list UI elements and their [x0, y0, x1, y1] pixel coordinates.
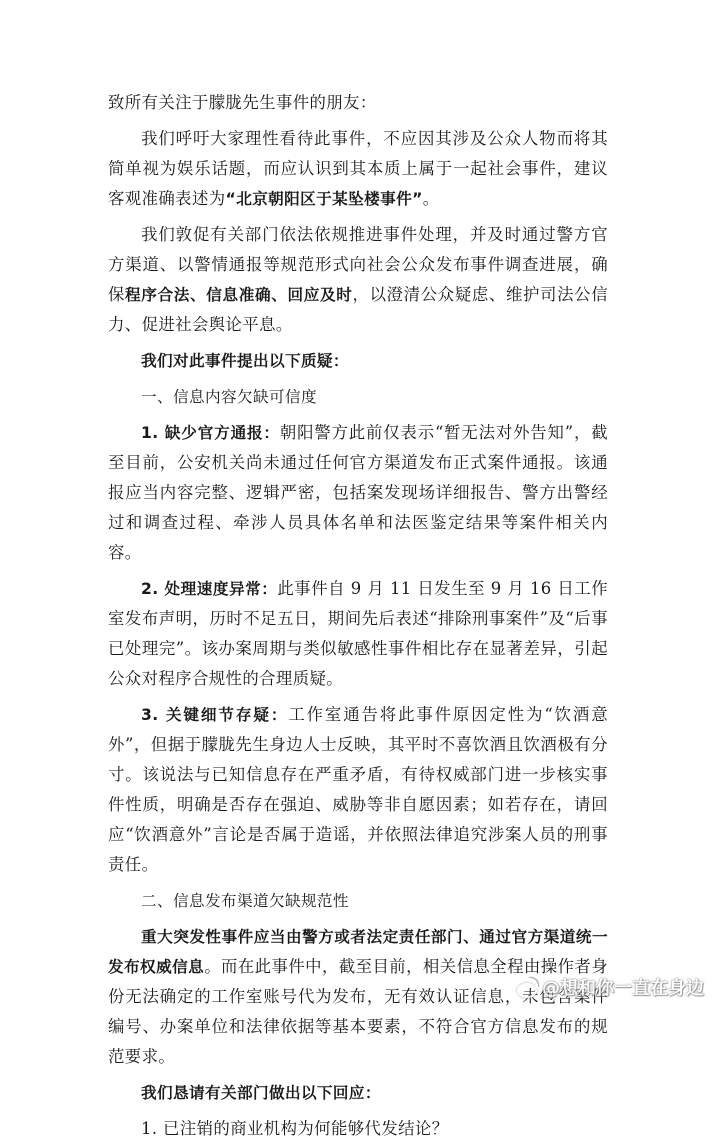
section-1-heading: 一、信息内容欠缺可信度 — [141, 388, 317, 406]
request-item-1: 1. 已注销的商业机构为何能够代发结论？ — [141, 1119, 449, 1138]
weibo-watermark — [516, 974, 704, 1000]
requests-heading: 我们恳请有关部门做出以下回应： — [141, 1084, 381, 1102]
question-item-2 — [108, 574, 608, 694]
question-text: 工作室通告将此事件原因定性为“饮酒意外”，但据于朦胧先生身边人士反映，其平时不喜饮酒且饮酒极有分寸。该说法与已知信息存在严重矛盾，有待权威部门进一步核实事件性质，明确是否存在强迫、威胁等非自愿因素；如若存在，请回应“饮酒意外”言论是否属于造谣，并依照法律追究涉案人员的刑事责任。 — [108, 705, 608, 874]
watermark-text: @想和你一直在身边 — [542, 978, 704, 999]
question-label: 2. 处理速度异常： — [141, 580, 278, 598]
intro-paragraph-1 — [108, 124, 608, 214]
question-label: 1. 缺少官方通报： — [141, 424, 280, 442]
question-text: 朝阳警方此前仅表示“暂无法对外告知”，截至目前，公安机关尚未通过任何官方渠道发布正式案件通报。该通报应当内容完整、逻辑严密，包括案发现场详细报告、警方出警经过和调查过程、牵涉人员具体名单和法医鉴定结果等案件相关内容。 — [108, 423, 608, 562]
urge-text: 我们敦促有关部门依法依规推进事件处理，并及时通过警方官方渠道、以警情通报等规范形式向社会公众发布事件调查进展，确保 — [108, 225, 608, 304]
intro-end: 。 — [422, 189, 440, 208]
urge-bold: 程序合法、信息准确、回应及时 — [125, 286, 353, 304]
section-2-bold: 重大突发性事件应当由警方或者法定责任部门、通过官方渠道统一发布权威信息 — [108, 928, 608, 976]
weibo-icon — [516, 978, 538, 996]
intro-paragraph-2 — [108, 220, 608, 340]
section-2-text: 。而在此事件中，截至目前，相关信息全程由操作者身份无法确定的工作室账号代为发布，无有效认证信息，未包含案件编号、办案单位和法律依据等基本要素，不符合官方信息发布的规范要求。 — [108, 957, 608, 1066]
intro-text: 我们呼吁大家理性看待此事件，不应因其涉及公众人物而将其简单视为娱乐话题，而应认识到其本质上属于一起社会事件，建议客观准确表述为 — [108, 129, 608, 208]
question-text: 此事件自 9 月 11 日发生至 9 月 16 日工作室发布声明，历时不足五日，期间先后表述“排除刑事案件”及“后事已处理完”。该办案周期与类似敏感性事件相比存在显著差异，引起公众对程序合规性的合理质疑。 — [108, 579, 608, 688]
questions-heading: 我们对此事件提出以下质疑： — [141, 352, 349, 370]
question-label: 3. 关键细节存疑： — [141, 706, 289, 724]
salutation: 致所有关注于朦胧先生事件的朋友： — [108, 93, 377, 112]
urge-end: ，以澄清公众疑虑、维护司法公信力、促进社会舆论平息。 — [108, 285, 608, 334]
section-2-heading: 二、信息发布渠道欠缺规范性 — [141, 892, 349, 910]
question-item-3 — [108, 700, 608, 880]
question-item-1 — [108, 418, 608, 568]
event-name-bold: “北京朝阳区于某坠楼事件” — [225, 190, 423, 208]
